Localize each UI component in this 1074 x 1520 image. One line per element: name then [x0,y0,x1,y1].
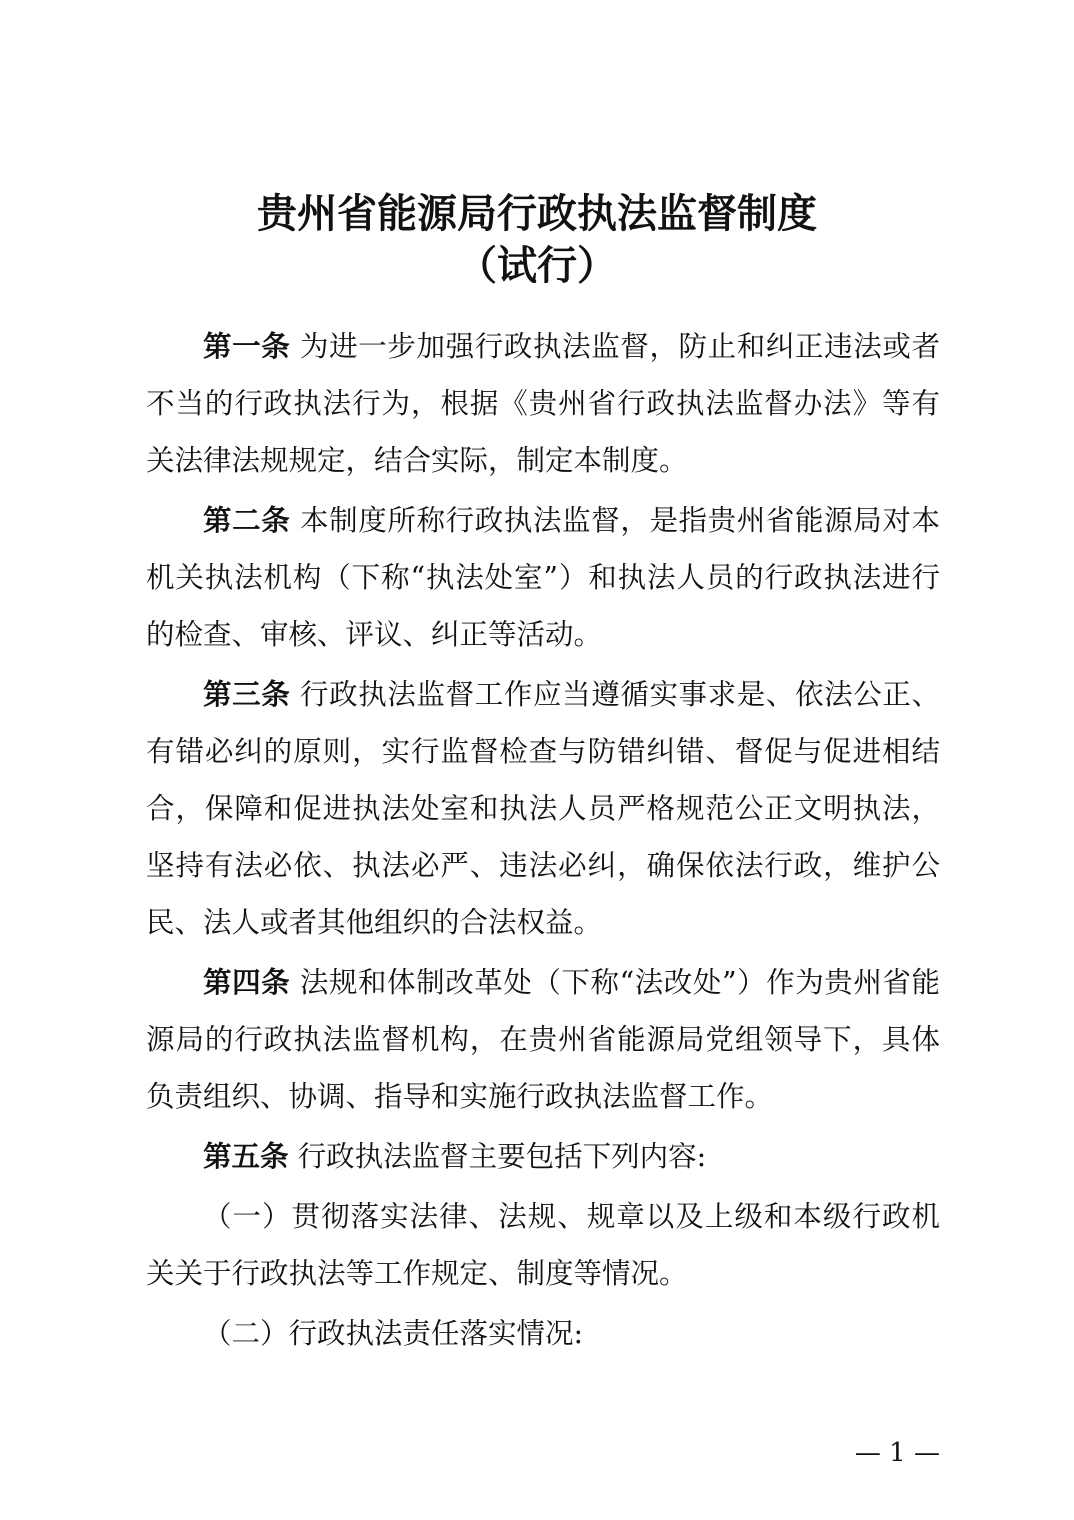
article-text: 行政执法监督主要包括下列内容: [288,1140,707,1173]
article-number: 第四条 [203,965,291,999]
article-text: 本制度所称行政执法监督，是指贵州省能源局对本机关执法机构（下称“执法处室”）和执法人员的行政执法进行的检查、审核、评议、纠正等活动。 [146,504,940,651]
document-subtitle: （试行） [457,242,617,289]
document-title: 贵州省能源局行政执法监督制度 [257,190,817,237]
document-body [146,318,940,1362]
article-5 [146,1128,940,1185]
article-number: 第三条 [203,677,291,711]
article-4 [146,954,940,1125]
article-number: 第二条 [203,503,291,537]
article-1 [146,318,940,489]
article-text: 法规和体制改革处（下称“法改处”）作为贵州省能源局的行政执法监督机构，在贵州省能源局党组领导下，具体负责组织、协调、指导和实施行政执法监督工作。 [146,966,940,1113]
list-item: （一）贯彻落实法律、法规、规章以及上级和本级行政机关关于行政执法等工作规定、制度等情况。 [146,1200,940,1290]
article-text: 行政执法监督工作应当遵循实事求是、依法公正、有错必纠的原则，实行监督检查与防错纠错、督促与促进相结合，保障和促进执法处室和执法人员严格规范公正文明执法，坚持有法必依、执法必严、违法必纠，确保依法行政，维护公民、法人或者其他组织的合法权益。 [146,678,940,939]
list-item: （二）行政执法责任落实情况: [203,1317,584,1350]
article-number: 第五条 [203,1139,289,1173]
article-3 [146,666,940,951]
page-number: — 1 — [854,1438,940,1468]
article-2 [146,492,940,663]
article-number: 第一条 [203,329,291,363]
article-text: 为进一步加强行政执法监督，防止和纠正违法或者不当的行政执法行为，根据《贵州省行政执法监督办法》等有关法律法规规定，结合实际，制定本制度。 [146,330,940,477]
